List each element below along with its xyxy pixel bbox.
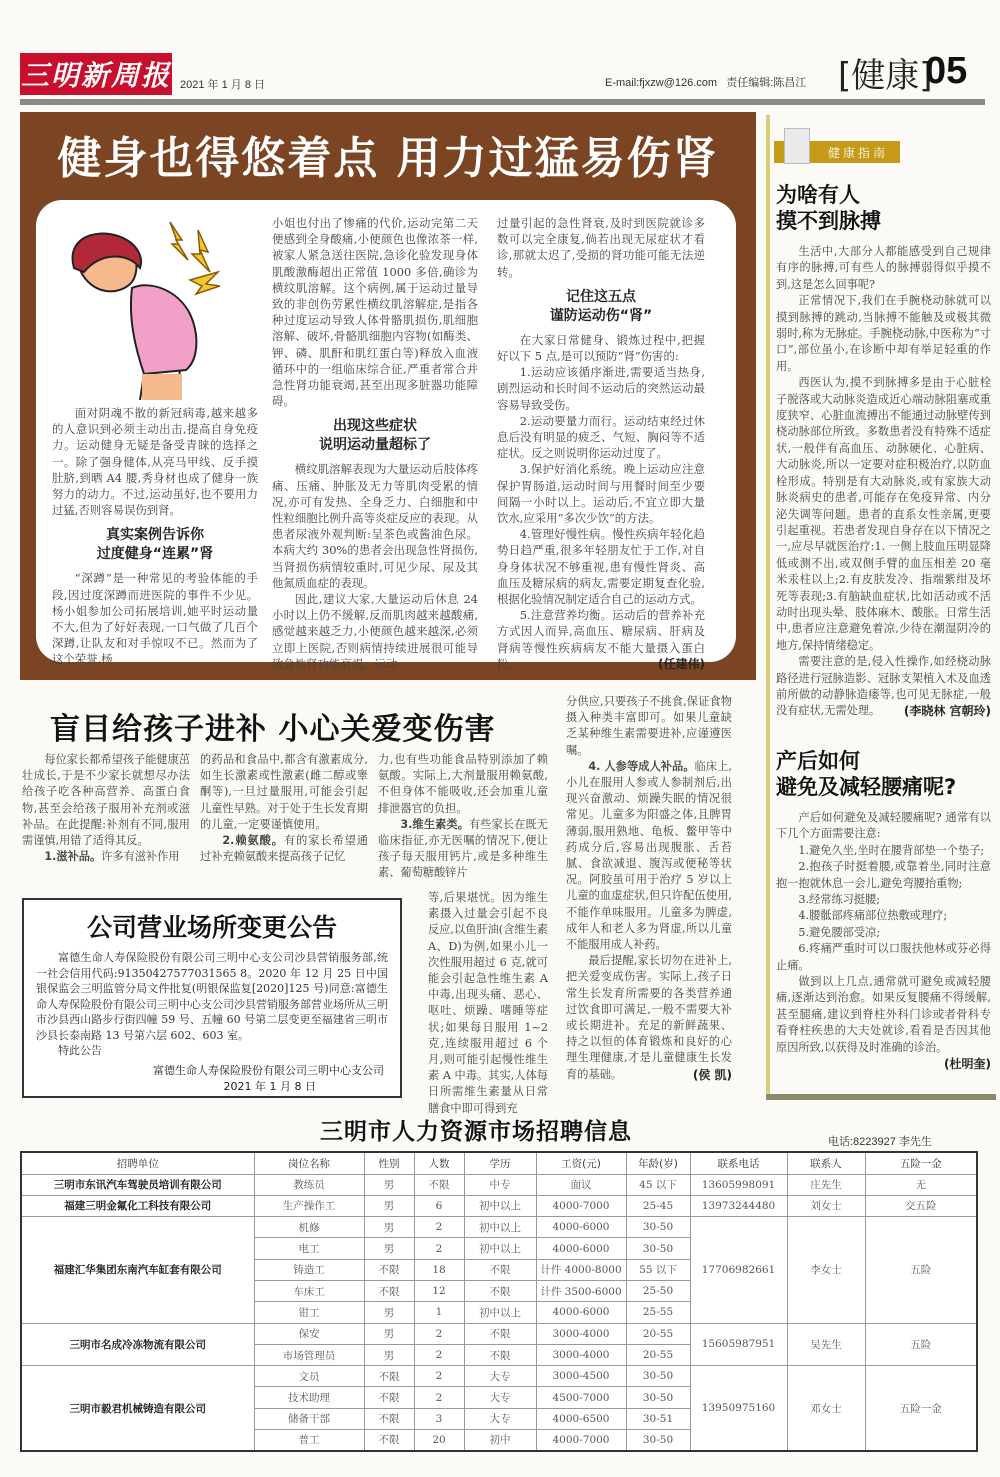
feature-column-1 [52, 405, 258, 668]
table-header-row [21, 1152, 977, 1174]
table-cell: 12 [414, 1280, 464, 1301]
list-item: 6.疼痛严重时可以口服扶他林或芬必得止痛。 [776, 942, 991, 972]
table-cell: 2 [414, 1387, 464, 1408]
feature-paragraph: 过量引起的急性肾衰,及时到医院就诊多数可以完全康复,倘若出现无尿症状才看诊,那就太迟了,受损的肾功能可能无法逆转。 [497, 216, 705, 279]
table-cell: 30-50 [626, 1387, 690, 1408]
table-cell: 30-50 [626, 1366, 690, 1387]
table-cell: 初中以上 [464, 1195, 536, 1216]
table-cell: 25-50 [626, 1280, 690, 1301]
table-cell: 45 以下 [626, 1174, 690, 1195]
column-header: 五险一金 [865, 1152, 977, 1174]
table-cell: 计件 4000-8000 [536, 1259, 626, 1280]
notice-closing: 特此公告 [58, 1044, 102, 1057]
table-cell: 男 [364, 1195, 414, 1216]
article-paragraph: 做到以上几点,通常就可避免或减轻腰痛,逐渐达到治愈。如果反复腰痛不得缓解,甚至腿痛,建议到脊柱外科门诊或者骨科专看脊柱疾患的大夫处就诊,看看是否因其他原因所致,以获得及时准确的诊治。 (杜明奎) [776, 975, 991, 1072]
article-paragraph: 力,也有些功能食品特别添加了赖氨酸。实际上,大剂量服用赖氨酸,不但身体不能吸收,还会加重儿童排泄器官的负担。 [378, 753, 548, 815]
health-guide-tag: 健康指南 [774, 141, 900, 163]
kids-column-2 [200, 752, 368, 865]
notice-signature: 富德生命人寿保险股份有限公司三明中心支公司 2021 年 1 月 8 日 [153, 1063, 384, 1093]
table-cell: 面议 [536, 1174, 626, 1195]
table-cell: 刘女士 [787, 1195, 865, 1216]
table-cell: 计件 3500-6000 [536, 1280, 626, 1301]
table-cell: 初中 [464, 1430, 536, 1451]
feature-column-2 [272, 215, 478, 672]
table-cell: 铸造工 [254, 1259, 364, 1280]
table-cell: 不限 [364, 1280, 414, 1301]
table-cell: 3000-4000 [536, 1344, 626, 1365]
table-cell: 大专 [464, 1408, 536, 1429]
article-paragraph: 4. 人参等成人补品。临床上,小儿在服用人参或人参制剂后,出现兴奋激动、烦躁失眠的情况很常见。儿童多为阳盛之体,且脾胃薄弱,服用熟地、龟板、鳖甲等中药成分后,容易出现腹胀、舌苔腻、食欲减退、腹泻或便秘等状况。阿胶虽可用于治疗 5 岁以上儿童的血虚症状,但只许配伍使用,不能作单味服用。儿童多为脾虚,成年人和老人多为肾虚,所以儿童不能服用成人补药。 [566, 759, 732, 952]
list-item: 2.抱孩子时挺着腰,或靠着坐,同时注意抱一抱就休息一会儿,避免弯腰抬重物; [776, 860, 991, 890]
table-cell: 3 [414, 1408, 464, 1429]
author-byline: (李晓林 宫朝玲) [903, 704, 991, 719]
table-cell: 储备干部 [254, 1408, 364, 1429]
article-paragraph: 分供应,只要孩子不挑食,保证食物摄入种类丰富即可。如果儿童缺乏某种维生素需要进补,应谨遵医嘱。 [566, 695, 732, 757]
table-cell: 文员 [254, 1366, 364, 1387]
table-cell: 4500-7000 [536, 1387, 626, 1408]
kids-column-3 [378, 752, 548, 882]
table-cell: 大专 [464, 1387, 536, 1408]
feature-column-3 [497, 215, 705, 672]
table-cell: 3000-4000 [536, 1323, 626, 1344]
issue-date: 2021 年 1 月 8 日 [180, 79, 265, 91]
table-cell: 30-50 [626, 1430, 690, 1451]
author-byline: (杜明奎) [944, 1057, 991, 1072]
table-cell: 男 [364, 1323, 414, 1344]
table-cell: 教练员 [254, 1174, 364, 1195]
table-cell: 17706982661 [690, 1217, 787, 1323]
list-item: 5.注意营养均衡。运动后的营养补充方式因人而异,高血压、糖尿病、肝病及肾病等慢性疾病病友不能大量摄入蛋白粉。 (任建伟) [497, 608, 705, 671]
table-cell: 30-51 [626, 1408, 690, 1429]
table-cell: 三明市名成冷冻物流有限公司 [21, 1323, 254, 1366]
table-cell: 福建三明金氟化工科技有限公司 [21, 1195, 254, 1216]
table-cell: 车床工 [254, 1280, 364, 1301]
table-cell: 30-50 [626, 1238, 690, 1259]
table-cell: 25-45 [626, 1195, 690, 1216]
article-paragraph: 生活中,大部分人都能感受到自己规律有序的脉搏,可有些人的脉搏弱得似乎摸不到,这是怎么回事呢? [776, 245, 991, 291]
table-cell: 不限 [464, 1344, 536, 1365]
table-cell: 30-50 [626, 1217, 690, 1238]
table-cell: 2 [414, 1323, 464, 1344]
recruitment-title: 三明市人力资源市场招聘信息 [320, 1119, 632, 1145]
table-cell: 18 [414, 1259, 464, 1280]
table-cell: 男 [364, 1217, 414, 1238]
table-cell: 五险 [865, 1217, 977, 1323]
table-cell: 男 [364, 1302, 414, 1323]
subheading-five-points: 记住这五点 谨防运动伤“肾” [549, 288, 653, 324]
table-cell: 三明市毅君机械铸造有限公司 [21, 1366, 254, 1451]
article-paragraph: 3.维生素类。有些家长在既无临床指征,亦无医嘱的情况下,便让孩子每天服用钙片,或是多种维生素、葡萄糖酸锌片 [378, 817, 548, 880]
pulse-title: 为啥有人 摸不到脉搏 [776, 183, 881, 233]
column-header: 人数 [414, 1152, 464, 1174]
table-cell: 交五险 [865, 1195, 977, 1216]
list-item: 4.腰骶部疼痛部位热敷或理疗; [798, 909, 948, 923]
section-name: [健康] [838, 56, 933, 96]
column-header: 岗位名称 [254, 1152, 364, 1174]
list-item: 5.避免腰部受凉; [798, 925, 880, 939]
table-cell: 机修 [254, 1217, 364, 1238]
list-item: 3.保护好消化系统。晚上运动应注意保护胃肠道,运动时间与用餐时间至少要间隔一小时以上。运动后,不宜立即大量饮水,应采用“多次少饮”的方法。 [497, 462, 705, 526]
table-cell: 2 [414, 1238, 464, 1259]
column-header: 联系人 [787, 1152, 865, 1174]
table-cell: 电工 [254, 1238, 364, 1259]
article-paragraph: 需要注意的是,侵入性操作,如经桡动脉路径进行冠脉造影、冠脉支架植入术及血透前所做的动静脉造瘘等,也可见无脉症,一般没有症状,无需处理。 (李晓林 宫朝玲) [776, 655, 991, 719]
feature-paragraph: 横纹肌溶解表现为大量运动后肢体疼痛、压痛、肿胀及无力等肌肉受累的情况,亦可有发热、全身乏力、白细胞和中性粒细胞比例升高等炎症反应的表现。从患者尿液外观判断:呈茶色或酱油色尿。本病大约 30%的患者会出现急性肾损伤,当肾损伤病情较重时,可见少尿、尿及其他氮质血症的表现。 [272, 462, 478, 590]
table-cell: 五险一金 [865, 1366, 977, 1451]
backpain-title: 产后如何 避免及减轻腰痛呢? [776, 749, 957, 799]
table-cell: 李女士 [787, 1217, 865, 1323]
table-cell: 保安 [254, 1323, 364, 1344]
table-cell: 3000-4500 [536, 1366, 626, 1387]
table-cell: 2 [414, 1217, 464, 1238]
table-cell: 13950975160 [690, 1366, 787, 1451]
column-header: 工资(元) [536, 1152, 626, 1174]
list-item: 4.管理好慢性病。慢性疾病年轻化趋势日趋严重,很多年轻朋友忙于工作,对自身身体状况不够重视,患有慢性肾炎、高血压及糖尿病的病友,需要定期复查化验,根据化验情况制定适合自己的运动方式。 [497, 527, 705, 607]
table-cell: 20-55 [626, 1323, 690, 1344]
table-cell: 邓女士 [787, 1366, 865, 1451]
table-cell: 25-55 [626, 1302, 690, 1323]
kids-article-title: 盲目给孩子进补 小心关爱变伤害 [50, 712, 496, 747]
sidebar-border [766, 115, 770, 1095]
table-cell: 大专 [464, 1366, 536, 1387]
column-header: 性别 [364, 1152, 414, 1174]
page-number: 05 [925, 50, 968, 92]
column-header: 联系电话 [690, 1152, 787, 1174]
table-cell: 6 [414, 1195, 464, 1216]
table-cell: 庄先生 [787, 1174, 865, 1195]
table-cell: 4000-6000 [536, 1238, 626, 1259]
recruitment-table [20, 1151, 978, 1452]
table-cell: 生产操作工 [254, 1195, 364, 1216]
table-cell: 55 以下 [626, 1259, 690, 1280]
email: E-mail:fjxzw@126.com [605, 77, 718, 89]
author-byline: (任建伟) [658, 656, 705, 671]
table-cell: 13605998091 [690, 1174, 787, 1195]
stethoscope-gift-icon [784, 128, 810, 164]
table-cell: 普工 [254, 1430, 364, 1451]
table-row [21, 1323, 977, 1344]
table-cell: 技术助理 [254, 1387, 364, 1408]
table-cell: 钳工 [254, 1302, 364, 1323]
table-cell: 13973244480 [690, 1195, 787, 1216]
table-cell: 不限 [364, 1387, 414, 1408]
author-byline: (侯 凯) [692, 1067, 732, 1082]
table-cell: 男 [364, 1174, 414, 1195]
table-cell: 20 [414, 1430, 464, 1451]
kids-column-3b [428, 890, 548, 1117]
table-cell: 不限 [464, 1259, 536, 1280]
table-cell: 不限 [364, 1366, 414, 1387]
list-item: 1.避免久坐,坐时在腰背部垫一个垫子; [798, 843, 985, 857]
feature-paragraph: “深蹲”是一种常见的考验体能的手段,因过度深蹲而进医院的事件不少见。杨小姐参加公司拓展培训,她平时运动量不大,但为了好好表现,一口气做了几百个深蹲,让队友和对手惊叹不已。然而为了这个荣誉,杨 [52, 571, 258, 667]
table-cell: 1 [414, 1302, 464, 1323]
kids-column-1 [22, 752, 190, 865]
subheading-symptoms: 出现这些症状 说明运动量超标了 [319, 418, 431, 454]
table-cell: 福建汇华集团东南汽车缸套有限公司 [21, 1217, 254, 1323]
table-cell: 2 [414, 1344, 464, 1365]
table-cell: 不限 [414, 1174, 464, 1195]
table-cell: 男 [364, 1344, 414, 1365]
column-header: 招聘单位 [21, 1152, 254, 1174]
newspaper-logo: 三明新周报 [20, 53, 172, 95]
table-cell: 4000-6000 [536, 1302, 626, 1323]
table-cell: 4000-6500 [536, 1408, 626, 1429]
feature-intro: 面对阴魂不散的新冠病毒,越来越多的人意识到必须主动出击,提高自身免疫力。运动健身无疑是备受青睐的选择之一。除了强身健体,从亮马甲线、反手摸肚脐,到晒 A4 腰,秀身材也成了健身一族努力的动力。不过,运动虽好,也不要用力过猛,否则容易误伤到肾。 [52, 406, 258, 518]
table-cell: 不限 [364, 1259, 414, 1280]
feature-paragraph: 小姐也付出了惨痛的代价,运动完第二天便感到全身酸痛,小便颜色也像浓茶一样,被家人紧急送往医院,急诊化验发现身体肌酸激酶超出正常值 1000 多倍,确诊为横纹肌溶解。这个病例,属于运动过量导致的非创伤劳累性横纹肌溶解症,是指各种过度运动导致人体骨骼肌损伤,肌细胞溶解、破坏,骨骼肌细胞内容物(如酶类、钾、磷、肌酐和肌红蛋白等)释放入血液循环中的一组临床综合征,严重者常合并急性肾功能衰竭,甚至出现多脏器功能障碍。 [272, 216, 478, 409]
backpain-article [776, 748, 991, 1073]
article-paragraph: 正常情况下,我们在手腕桡动脉就可以摸到脉搏的跳动,当脉搏不能触及或极其微弱时,称为无脉症。手腕桡动脉,中医称为“寸口”,部位虽小,在诊断中却有举足轻重的作用。 [776, 294, 991, 373]
table-cell: 4000-7000 [536, 1195, 626, 1216]
sidebar-bottom-rule [766, 1094, 996, 1100]
feature-paragraph: 在大家日常健身、锻炼过程中,把握好以下 5 点,是可以预防“肾”伤害的: [497, 332, 705, 364]
column-header: 学历 [464, 1152, 536, 1174]
table-cell: 不限 [464, 1323, 536, 1344]
table-cell: 吴先生 [787, 1323, 865, 1366]
masthead-rule [20, 99, 985, 105]
subheading-case: 真实案例告诉你 过度健身“连累”肾 [96, 527, 214, 563]
article-paragraph: 西医认为,摸不到脉搏多是由于心脏栓子脱落或大动脉炎造成近心端动脉阻塞或重度狭窄、心脏血流搏出不能通过动脉壁传到桡动脉部位所致。多数患者没有特殊不适症状,一般伴有高血压、动脉硬化、心脏病、大动脉炎,所以一定要对症积极治疗,以防血栓形成。特别是有大动脉炎,或有家族大动脉炎病史的患者,可能存在免疫异常、内分泌失调等问题。患者的直系女性亲属,更要引起重视。若患者发现自身存在以下情况之一,应尽早就医治疗:1. 一侧上肢血压明显降低或测不出,或双侧手臂的血压相差 20 毫米汞柱以上;2.有皮肤发冷、指端紫绀及坏死等表现;3.有脑缺血症状,比如活动或不活动时出现头晕、肢体麻木、酸胀。日常生活中,患者应注意避免着凉,少待在潮湿阴冷的地方,保持情绪稳定。 [776, 376, 991, 652]
editor: 责任编辑:陈昌江 [726, 77, 807, 89]
business-change-notice [22, 898, 402, 1098]
table-cell: 初中以上 [464, 1238, 536, 1259]
list-item: 1.运动应该循序渐进,需要适当热身,剧烈运动和长时间不运动后的突然运动最容易导致受伤。 [497, 365, 705, 412]
table-cell: 不限 [364, 1408, 414, 1429]
table-cell: 不限 [464, 1280, 536, 1301]
article-paragraph: 1.滋补品。许多有滋补作用 [44, 850, 180, 864]
table-cell: 20-55 [626, 1344, 690, 1365]
table-cell: 2 [414, 1366, 464, 1387]
column-header: 年龄(岁) [626, 1152, 690, 1174]
kids-column-4 [566, 694, 732, 1083]
notice-body: 富德生命人寿保险股份有限公司三明中心支公司沙县营销服务部,统一社会信用代码:91350427577031565 8。2020 年 12 月 25 日中国银保监会三明监管分局文件批复(明银保监复[2020]125 号)同意:富德生命人寿保险股份有限公司三明中心支公司沙县营销服务部营业场所从三明市沙县西山路步行街四幢 59 号、五幢 60 号第二层变更至福建省三明市沙县长泰南路 13 号第六层 602、603 室。 [36, 951, 388, 1042]
recruitment-contact: 电话:8223927 李先生 [828, 1136, 932, 1148]
table-cell: 市场管理员 [254, 1344, 364, 1365]
table-cell: 初中以上 [464, 1217, 536, 1238]
article-paragraph: 最后提醒,家长切勿在进补上,把关爱变成伤害。实际上,孩子日常生长发育所需要的各类营养通过饮食即可满足,一般不需要大补或长期进补。充足的新鲜蔬果、持之以恒的体育锻炼和良好的心理生理健康,才是儿童健康生长发育的基础。 (侯 凯) [566, 954, 732, 1082]
table-cell: 五险 [865, 1323, 977, 1366]
article-paragraph: 产后如何避免及减轻腰痛呢? 通常有以下几个方面需要注意: [776, 811, 991, 841]
pulse-article [776, 182, 991, 720]
feature-title: 健身也得悠着点 用力过猛易伤肾 [57, 133, 719, 184]
table-row [21, 1217, 977, 1238]
list-item: 3.经常练习挺腰; [798, 893, 880, 907]
back-pain-illustration-icon [40, 210, 220, 400]
list-item: 2.运动要量力而行。运动结束经过休息后没有明显的疲乏、气短、胸闷等不适症状。反之则说明你运动过度了。 [497, 413, 705, 461]
table-row [21, 1174, 977, 1195]
table-cell: 4000-7000 [536, 1430, 626, 1451]
article-paragraph: 每位家长都希望孩子能健康茁壮成长,于是不少家长就想尽办法给孩子吃各种高营养、高蛋白食物,甚至会给孩子服用补充剂或滋补品。在此提醒:补剂有不同,服用需谨慎,用错了适得其反。 [22, 753, 190, 848]
article-paragraph: 2.赖氨酸。有的家长希望通过补充赖氨酸来提高孩子记忆 [200, 834, 368, 864]
article-paragraph: 的药品和食品中,都含有激素成分,如生长激素或性激素(雌二醇或睾酮等),一旦过量服用,可能会引起儿童性早熟。对于处于生长发育期的儿童,一定要谨慎使用。 [200, 753, 368, 831]
editor-info [605, 74, 806, 90]
table-cell: 男 [364, 1238, 414, 1259]
table-row [21, 1366, 977, 1387]
table-cell: 15605987951 [690, 1323, 787, 1366]
table-cell: 中专 [464, 1174, 536, 1195]
table-cell: 不限 [364, 1430, 414, 1451]
table-cell: 三明市东讯汽车驾驶员培训有限公司 [21, 1174, 254, 1195]
feature-paragraph: 因此,建议大家,大量运动后休息 24 小时以上仍不缓解,反而肌肉越来越酸痛,感觉越来越乏力,小便颜色越来越深,必须立即上医院,否则病情持续进展很可能导致急性肾功能衰竭。运动 [272, 592, 478, 671]
table-cell: 无 [865, 1174, 977, 1195]
notice-title: 公司营业场所变更公告 [86, 913, 337, 942]
table-cell: 4000-6000 [536, 1217, 626, 1238]
article-paragraph: 等,后果堪忧。因为维生素摄入过量会引起不良反应,以鱼肝油(含维生素 A、D)为例,如果小儿一次性服用超过 6 克,就可能会引起急性维生素 A 中毒,出现头痛、恶心、呕吐、烦躁、嗜睡等症状;如果每日服用 1~2 克,连续服用超过 6 个月,则可能引起慢性维生素 A 中毒。其实,人体每日所需维生素量从日常膳食中即可得到充 [428, 891, 548, 1115]
table-row [21, 1195, 977, 1216]
table-cell: 初中以上 [464, 1302, 536, 1323]
